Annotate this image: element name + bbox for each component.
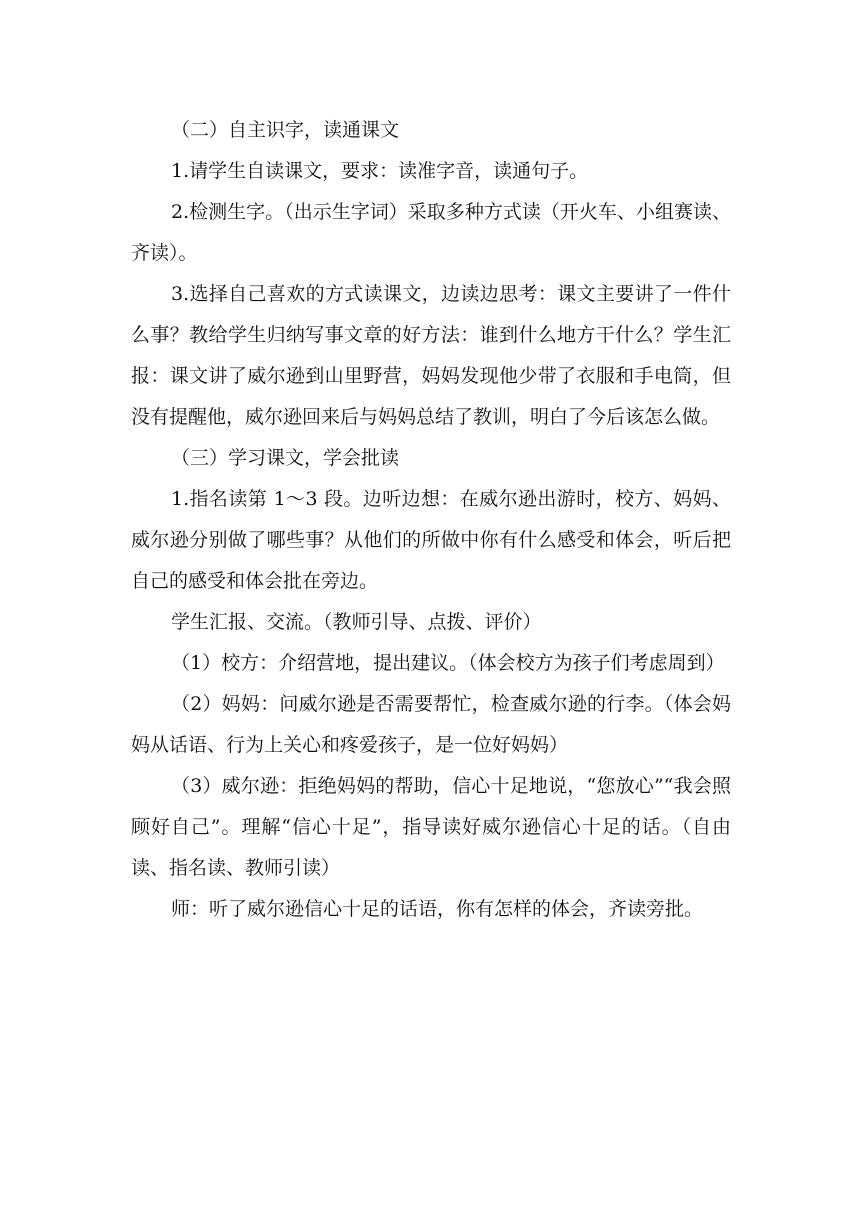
paragraph-step-1: 1.请学生自读课文，要求：读准字音，读通句子。 [171, 160, 589, 182]
section-heading-2: （二）自主识字，读通课文 [171, 119, 400, 141]
paragraph-mother: （2）妈妈：问威尔逊是否需要帮忙，检查威尔逊的行李。（体会妈妈从话语、行为上关心和疼爱孩子，是一位好妈妈） [131, 693, 731, 756]
document-body [131, 110, 731, 930]
paragraph-wilson: （3）威尔逊：拒绝妈妈的帮助，信心十足地说，“您放心”“我会照顾好自己”。理解“信心十足”，指导读好威尔逊信心十足的话。（自由读、指名读、教师引读） [131, 775, 731, 879]
paragraph-report: 学生汇报、交流。（教师引导、点拨、评价） [171, 611, 542, 633]
paragraph-read-1: 1.指名读第 1～3 段。边听边想：在威尔逊出游时，校方、妈妈、威尔逊分别做了哪些事？从他们的所做中你有什么感受和体会，听后把自己的感受和体会批在旁边。 [131, 488, 731, 592]
section-heading-3: （三）学习课文，学会批读 [171, 447, 400, 469]
paragraph-step-3: 3.选择自己喜欢的方式读课文，边读边思考：课文主要讲了一件什么事？教给学生归纳写事文章的好方法：谁到什么地方干什么？学生汇报：课文讲了威尔逊到山里野营，妈妈发现他少带了衣服和手电筒，但没有提醒他，威尔逊回来后与妈妈总结了教训，明白了今后该怎么做。 [131, 283, 731, 428]
paragraph-step-2: 2.检测生字。（出示生字词）采取多种方式读（开火车、小组赛读、齐读）。 [131, 201, 731, 264]
paragraph-teacher: 师：听了威尔逊信心十足的话语，你有怎样的体会，齐读旁批。 [171, 898, 704, 920]
paragraph-school: （1）校方：介绍营地，提出建议。（体会校方为孩子们考虑周到） [171, 652, 725, 674]
